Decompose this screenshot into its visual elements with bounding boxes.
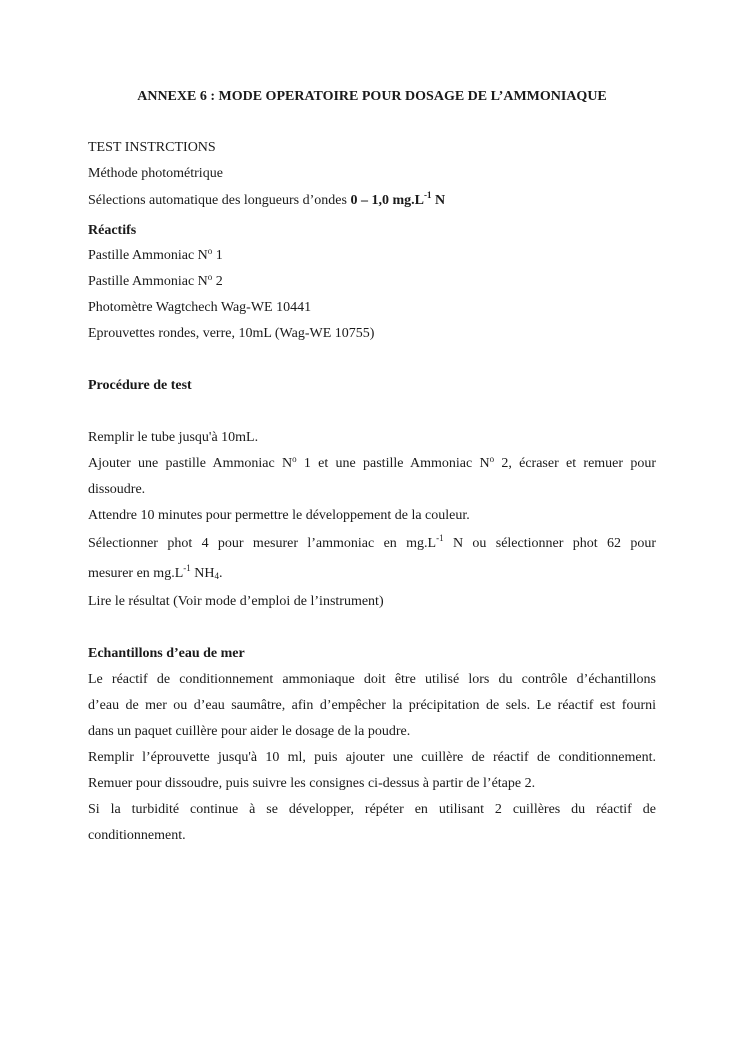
procedure-step-4-cont: mesurer en $mg.L^{-1}$ $NH_4$. <box>88 563 223 581</box>
seawater-paragraph-3-line-2: conditionnement. <box>88 828 186 843</box>
reactif-item-3: Photomètre Wagtchech Wag-WE 10441 <box>88 300 312 315</box>
selection-prefix: Sélections automatique des longueurs d’ondes <box>88 193 351 208</box>
seawater-paragraph-3-line-1: Si la turbidité continue à se développer, répéter en utilisant 2 cuillères du réactif de <box>88 802 656 817</box>
procedure-step-3: Attendre 10 minutes pour permettre le développement de la couleur. <box>88 508 470 523</box>
wavelength-selection-line <box>88 192 656 210</box>
procedure-heading: Procédure de test <box>88 378 192 393</box>
seawater-paragraph-1-line-3: dans un paquet cuillère pour aider le dosage de la poudre. <box>88 724 411 739</box>
procedure-step-2: Ajouter une pastille Ammoniac $N^o$ 1 et une pastille Ammoniac $N^o$ 2, écraser et remuer pour <box>88 454 656 471</box>
seawater-paragraph-1-line-2: d’eau de mer ou d’eau saumâtre, afin d’empêcher la précipitation de sels. Le réactif est fourni <box>88 698 656 713</box>
selection-range: 0 – 1,0 $mg.L^{-1}$ N <box>350 190 446 208</box>
procedure-step-2-cont: dissoudre. <box>88 482 146 497</box>
reactif-item-1: Pastille Ammoniac $N^o$ 1 <box>88 246 223 263</box>
procedure-step-1: Remplir le tube jusqu'à 10mL. <box>88 430 259 445</box>
document-title: ANNEXE 6 : MODE OPERATOIRE POUR DOSAGE DE L’AMMONIAQUE <box>137 89 607 104</box>
reactifs-heading: Réactifs <box>88 223 137 238</box>
test-instructions-label: TEST INSTRCTIONS <box>88 140 216 155</box>
method-label: Méthode photométrique <box>88 166 223 181</box>
seawater-heading: Echantillons d’eau de mer <box>88 646 245 661</box>
seawater-paragraph-2-line-1: Remplir l’éprouvette jusqu'à 10 ml, puis ajouter une cuillère de réactif de conditionnement. <box>88 750 656 765</box>
procedure-step-5: Lire le résultat (Voir mode d’emploi de l’instrument) <box>88 594 384 609</box>
seawater-paragraph-2-line-2: Remuer pour dissoudre, puis suivre les consignes ci-dessus à partir de l’étape 2. <box>88 776 536 791</box>
procedure-step-4: Sélectionner phot 4 pour mesurer l’ammoniac en $mg.L^{-1}$ N ou sélectionner phot 62 pour <box>88 533 656 551</box>
reactif-item-2: Pastille Ammoniac $N^o$ 2 <box>88 272 223 289</box>
reactif-item-4: Eprouvettes rondes, verre, 10mL (Wag-WE 10755) <box>88 326 375 341</box>
seawater-paragraph-1-line-1: Le réactif de conditionnement ammoniaque doit être utilisé lors du contrôle d’échantillons <box>88 672 656 687</box>
